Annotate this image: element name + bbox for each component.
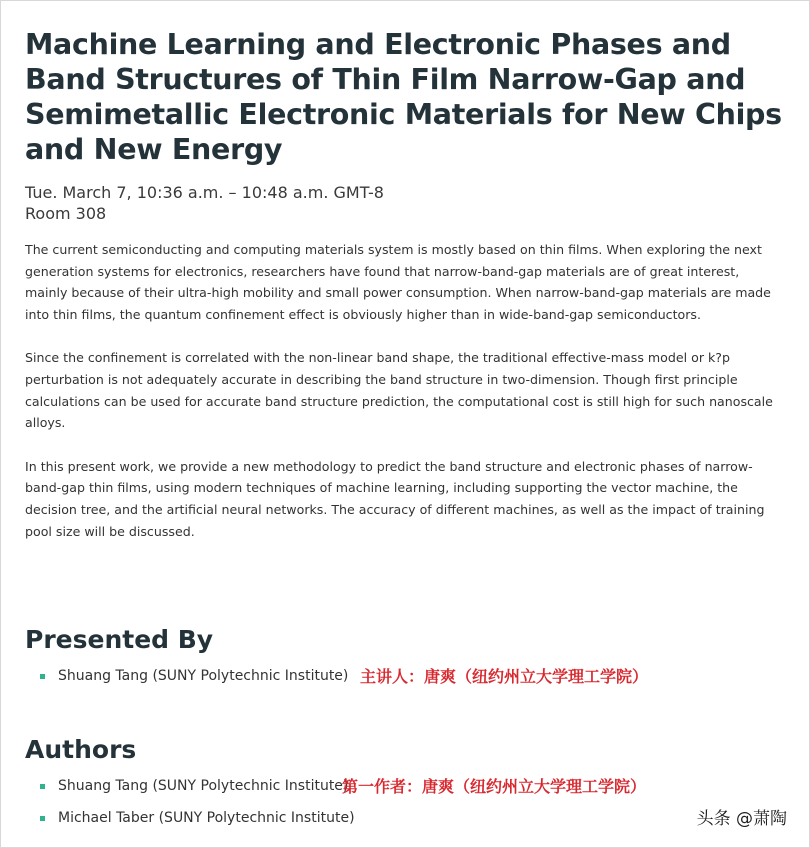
author-item bbox=[25, 808, 795, 828]
bullet-icon bbox=[40, 784, 45, 789]
author-item bbox=[25, 776, 795, 796]
watermark: 头条 @萧陶 bbox=[696, 809, 787, 829]
session-datetime: Tue. March 7, 10:36 a.m. – 10:48 a.m. GMT-8 bbox=[25, 183, 384, 202]
presenter-name: Shuang Tang (SUNY Polytechnic Institute) bbox=[58, 668, 349, 684]
session-title: Machine Learning and Electronic Phases and Band Structures of Thin Film Narrow-Gap and Semimetallic Electronic Materials for New Chips and New Energy bbox=[25, 28, 782, 166]
presenter-item bbox=[25, 666, 795, 686]
authors-section bbox=[25, 734, 795, 828]
bullet-icon bbox=[40, 674, 45, 679]
presented-by-section bbox=[25, 624, 795, 686]
author-name: Michael Taber (SUNY Polytechnic Institute) bbox=[58, 810, 355, 826]
authors-heading: Authors bbox=[25, 735, 137, 764]
bullet-icon bbox=[40, 816, 45, 821]
session-page bbox=[25, 27, 795, 564]
author-name: Shuang Tang (SUNY Polytechnic Institute) bbox=[58, 778, 349, 794]
presenter-annotation: 主讲人：唐爽（纽约州立大学理工学院） bbox=[360, 667, 649, 686]
abstract-paragraph: In this present work, we provide a new methodology to predict the band structure and electronic phases of narrow-band-gap thin films, using modern techniques of machine learning, including supporting the vector machine, the decision tree, and the artificial neural networks. The accuracy of different machines, as well as the impact of training pool size will be discussed. bbox=[25, 458, 765, 539]
session-abstract bbox=[25, 239, 777, 542]
presented-by-heading: Presented By bbox=[25, 625, 214, 654]
abstract-paragraph: The current semiconducting and computing materials system is mostly based on thin films. When exploring the next generation systems for electronics, researchers have found that narrow-band-gap materials are of great interest, mainly because of their ultra-high mobility and small power consumption. When narrow-band-gap materials are made into thin films, the quantum confinement effect is obviously higher than in wide-band-gap semiconductors. bbox=[25, 242, 771, 322]
author-annotation: 第一作者：唐爽（纽约州立大学理工学院） bbox=[342, 777, 647, 796]
presenter-list bbox=[25, 666, 795, 686]
session-room: Room 308 bbox=[25, 204, 107, 223]
abstract-paragraph: Since the confinement is correlated with the non-linear band shape, the traditional effective-mass model or k?p perturbation is not adequately accurate in describing the band structure in two-dimension. Though first principle calculations can be used for accurate band structure prediction, the computational cost is still high for such nanoscale alloys. bbox=[25, 350, 773, 431]
author-list bbox=[25, 776, 795, 828]
